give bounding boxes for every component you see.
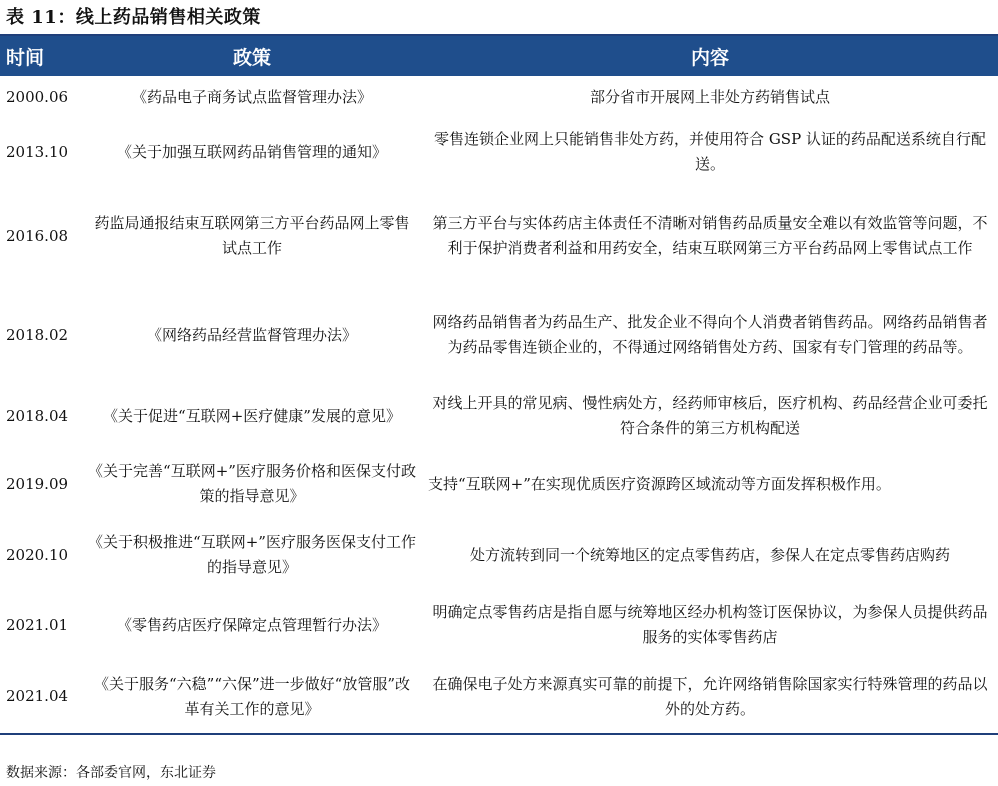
row-time: 2016.08 <box>6 226 69 245</box>
table-row <box>0 118 998 186</box>
row-policy: 《药品电子商务试点监督管理办法》 <box>131 87 372 106</box>
row-time: 2018.02 <box>6 325 69 344</box>
table-row <box>0 76 998 118</box>
table-row <box>0 590 998 660</box>
row-content: 支持“互联网+”在实现优质医疗资源跨区域流动等方面发挥积极作用。 <box>428 474 891 493</box>
header-content: 内容 <box>422 36 998 76</box>
row-content: 部分省市开展网上非处方药销售试点 <box>589 87 830 106</box>
table-title: 表 11：线上药品销售相关政策 <box>6 7 261 28</box>
row-policy: 《关于加强互联网药品销售管理的通知》 <box>116 142 387 161</box>
table-row <box>0 286 998 384</box>
row-content: 零售连锁企业网上只能销售非处方药，并使用符合 GSP 认证的药品配送系统自行配送。 <box>434 130 986 173</box>
header-policy: 政策 <box>82 36 422 76</box>
row-time: 2021.01 <box>6 615 69 634</box>
header-time: 时间 <box>0 36 82 76</box>
row-policy: 《关于服务“六稳”“六保”进一步做好“放管服”改革有关工作的意见》 <box>82 660 422 734</box>
table-row <box>0 660 998 734</box>
table-row <box>0 520 998 590</box>
row-time: 2018.04 <box>6 406 69 425</box>
row-content: 网络药品销售者为药品生产、批发企业不得向个人消费者销售药品。网络药品销售者为药品零售连锁企业的，不得通过网络销售处方药、国家有专门管理的药品等。 <box>432 313 988 356</box>
row-content: 对线上开具的常见病、慢性病处方，经药师审核后，医疗机构、药品经营企业可委托符合条件的第三方机构配送 <box>432 394 988 437</box>
data-source-note: 数据来源：各部委官网，东北证券 <box>6 765 216 781</box>
row-policy: 《关于积极推进“互联网+”医疗服务医保支付工作的指导意见》 <box>88 533 416 576</box>
row-time: 2013.10 <box>6 142 69 161</box>
row-policy: 《关于完善“互联网+”医疗服务价格和医保支付政策的指导意见》 <box>88 462 416 505</box>
row-content: 处方流转到同一个统筹地区的定点零售药店，参保人在定点零售药店购药 <box>469 545 950 564</box>
row-content: 第三方平台与实体药店主体责任不清晰对销售药品质量安全难以有效监管等问题，不利于保护消费者利益和用药安全，结束互联网第三方平台药品网上零售试点工作 <box>432 214 988 257</box>
row-time: 2000.06 <box>6 87 69 106</box>
row-content: 明确定点零售药店是指自愿与统筹地区经办机构签订医保协议，为参保人员提供药品服务的实体零售药店 <box>432 603 988 646</box>
row-policy: 药监局通报结束互联网第三方平台药品网上零售试点工作 <box>94 214 410 257</box>
row-time: 2021.04 <box>0 660 82 734</box>
row-time: 2019.09 <box>6 474 69 493</box>
table-row <box>0 384 998 448</box>
row-policy: 《关于促进“互联网+医疗健康”发展的意见》 <box>103 406 401 425</box>
row-policy: 《零售药店医疗保障定点管理暂行办法》 <box>116 615 387 634</box>
table-row <box>0 448 998 520</box>
header-row <box>0 36 998 76</box>
policy-table <box>0 36 998 735</box>
row-policy: 《网络药品经营监督管理办法》 <box>146 325 357 344</box>
row-time: 2020.10 <box>6 545 69 564</box>
row-content: 在确保电子处方来源真实可靠的前提下，允许网络销售除国家实行特殊管理的药品以外的处方药。 <box>422 660 998 734</box>
table-row <box>0 186 998 286</box>
